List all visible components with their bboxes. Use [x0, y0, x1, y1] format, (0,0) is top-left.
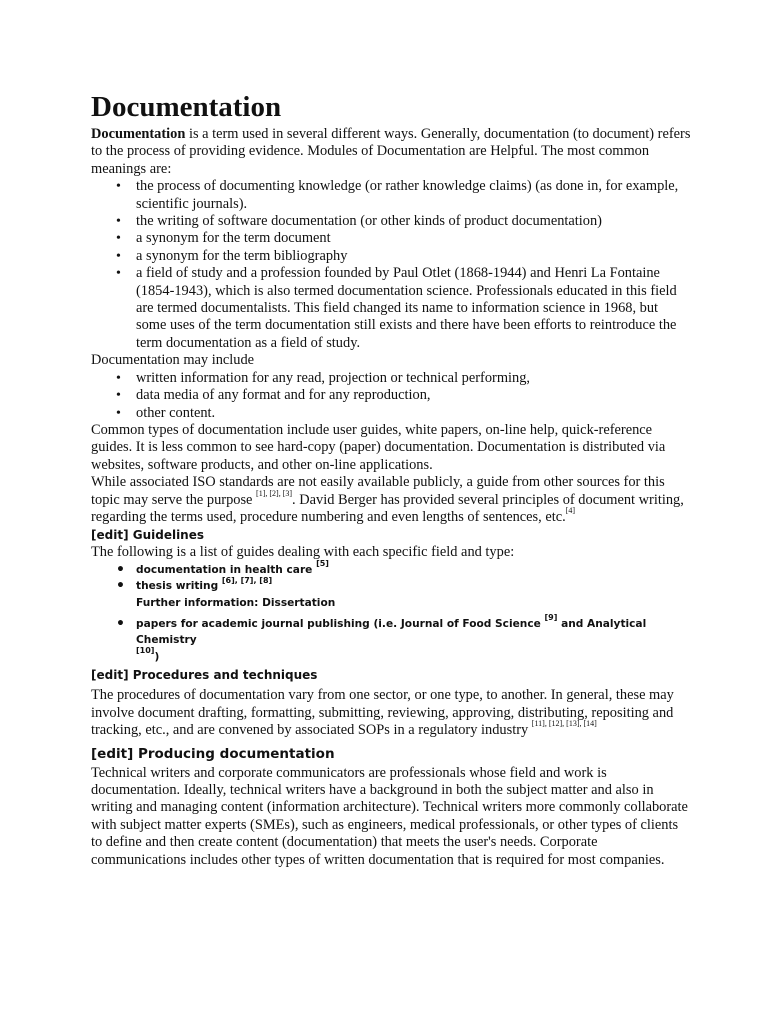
iso-text-2: David Berger has provided several principles of document writing, regarding the terms used, procedure numbering and even lengths of sentences, etc. [91, 491, 684, 525]
intro-paragraph [91, 126, 691, 178]
procedures-heading-text: Procedures and techniques [128, 668, 318, 683]
list-item: • a synonym for the term bibliography [136, 248, 691, 265]
guideline-refs[interactable]: [9] [544, 613, 558, 622]
list-item [136, 559, 691, 579]
list-item: • data media of any format and for any reproduction, [136, 387, 691, 404]
intro-text: is a term used in several different ways. Generally, documentation (to document) refers to the process of providing evidence. Modules of Documentation are Helpful. The most common meanings are: [91, 126, 691, 177]
document-page [91, 88, 691, 869]
meanings-list [91, 178, 691, 352]
guideline-refs[interactable]: [5] [316, 559, 329, 569]
guideline-text[interactable]: thesis writing [136, 580, 222, 593]
further-info-note[interactable]: Further information: Dissertation [136, 596, 336, 609]
producing-heading-text: Producing documentation [133, 745, 335, 762]
iso-text-1: While associated ISO standards are not easily available publicly, a guide from other sources for this topic may serve the purpose [91, 474, 665, 508]
procedures-paragraph [91, 687, 691, 739]
guideline-text-3: ) [154, 650, 160, 663]
edit-link[interactable]: [edit] [91, 745, 134, 762]
iso-refs-2[interactable]: [4] [565, 506, 576, 516]
procedures-text: The procedures of documentation vary from one sector, or one type, to another. In general, these may involve document drafting, formatting, submitting, reviewing, approving, distributing, repositing and tracking, etc., and are convened by associated SOPs in a regulatory industry [91, 687, 674, 739]
producing-paragraph: Technical writers and corporate communicators are professionals whose field and work is documentation. Ideally, technical writers have a background in both the subject matter and also in writing and managing content (information architecture). Technical writers more commonly collaborate with subject matter experts (SMEs), such as engineers, medical professionals, or other types of clients to define and then create content (documentation) that meets the user's needs. Corporate communications includes other types of written documentation that is required for most companies. [91, 764, 688, 868]
guideline-refs-2[interactable]: [10] [136, 646, 155, 656]
guideline-refs[interactable]: [6], [7], [8] [221, 575, 273, 585]
procedures-heading [91, 667, 691, 684]
list-item [136, 575, 691, 611]
list-item [136, 613, 691, 666]
list-item: • written information for any read, projection or technical performing, [136, 370, 691, 387]
iso-paragraph: While associated ISO standards are not easily available publicly, a guide from other sources for this topic may serve the purpose [1], [2], [3]. David Berger has provided several principles of document writing, regarding the terms used, procedure numbering and even lengths of sentences, etc.[4] [91, 474, 684, 525]
list-item: • the process of documenting knowledge (or rather knowledge claims) (as done in, for example, scientific journals). [136, 178, 691, 213]
guideline-text[interactable]: documentation in health care [136, 563, 317, 576]
iso-refs-1[interactable]: [1], [2], [3] [256, 488, 293, 498]
list-item: • a synonym for the term document [136, 230, 691, 247]
list-item: • a field of study and a profession founded by Paul Otlet (1868-1944) and Henri La Fontaine (1854-1943), which is also termed documentation science. Professionals educated in this field are termed documentalists. This field changed its name to information science in 1968, but some uses of the term documentation still exists and there have been efforts to reintroduce the term documentation as a field of study. [136, 265, 691, 352]
list-item: • the writing of software documentation (or other kinds of product documentation) [136, 213, 691, 230]
guidelines-heading [91, 527, 691, 544]
guideline-text[interactable]: papers for academic journal publishing (i.e. Journal of Food Science [136, 617, 545, 630]
list-item: • other content. [136, 405, 691, 422]
guideline-text-2[interactable]: and Analytical Chemistry [136, 617, 647, 647]
intro-bold-term: Documentation [91, 126, 186, 142]
include-list [91, 370, 691, 422]
common-types-paragraph: Common types of documentation include user guides, white papers, on-line help, quick-reference guides. It is less common to see hard-copy (paper) documentation. Documentation is distributed via websites, software products, and other on-line applications. [91, 421, 666, 473]
include-intro: Documentation may include [91, 352, 255, 369]
guidelines-intro: The following is a list of guides dealing with each specific field and type: [91, 544, 515, 561]
guidelines-heading-text: Guidelines [128, 528, 205, 543]
guidelines-list [91, 559, 691, 666]
edit-link[interactable]: [edit] [91, 528, 129, 543]
page-title: Documentation [91, 91, 282, 123]
procedures-refs[interactable]: [11], [12], [13], [14] [531, 719, 597, 729]
producing-heading [91, 744, 691, 764]
edit-link[interactable]: [edit] [91, 668, 129, 683]
